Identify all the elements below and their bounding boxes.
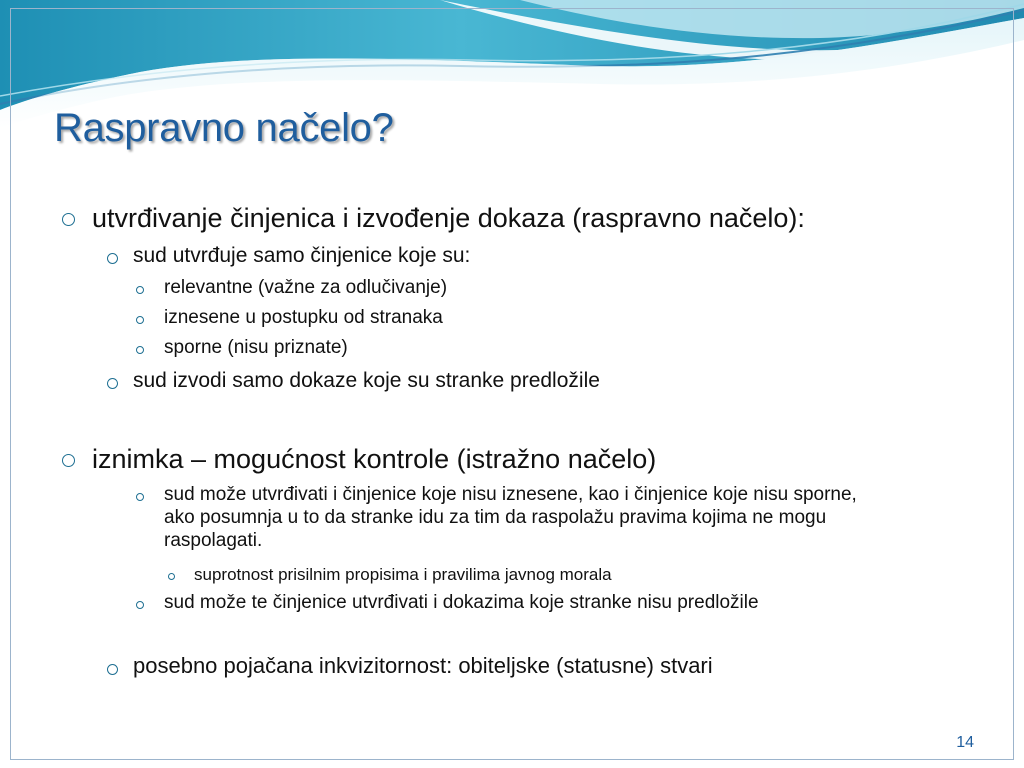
bullet-item-l2 [107, 654, 713, 679]
bullet-item-l3-multiline [136, 484, 857, 552]
bullet-item-l3 [136, 277, 447, 299]
bullet-item-l1 [62, 203, 805, 234]
circle-bullet-icon [136, 316, 144, 324]
bullet-item-l4 [168, 565, 612, 585]
bullet-text: iznesene u postupku od stranaka [164, 307, 443, 328]
bullet-item-l1 [62, 444, 656, 475]
bullet-text: sud utvrđuje samo činjenice koje su: [133, 244, 471, 267]
bullet-item-l3 [136, 337, 348, 359]
slide-title: Raspravno načelo? [54, 106, 394, 150]
bullet-text: sporne (nisu priznate) [164, 337, 348, 358]
circle-bullet-icon [136, 286, 144, 294]
circle-bullet-icon [136, 601, 144, 609]
bullet-text: sud izvodi samo dokaze koje su stranke predložile [133, 369, 600, 392]
bullet-text: posebno pojačana inkvizitornost: obiteljske (statusne) stvari [133, 653, 713, 678]
page-number: 14 [956, 734, 974, 751]
circle-bullet-icon [62, 213, 75, 226]
bullet-text-line-2: ako posumnja u to da stranke idu za tim da raspolažu pravima kojima ne mogu [164, 506, 827, 528]
circle-bullet-icon [168, 573, 175, 580]
circle-bullet-icon [62, 454, 75, 467]
circle-bullet-icon [136, 493, 144, 501]
circle-bullet-icon [107, 253, 118, 264]
bullet-text: utvrđivanje činjenica i izvođenje dokaza (raspravno načelo): [92, 203, 805, 233]
circle-bullet-icon [136, 346, 144, 354]
bullet-item-l3 [136, 592, 759, 614]
bullet-text: relevantne (važne za odlučivanje) [164, 277, 448, 298]
circle-bullet-icon [107, 664, 118, 675]
bullet-text: sud može te činjenice utvrđivati i dokazima koje stranke nisu predložile [164, 592, 759, 613]
bullet-item-l2 [107, 244, 470, 268]
bullet-text-line-3: raspolagati. [164, 529, 263, 551]
bullet-text-line-1: sud može utvrđivati i činjenice koje nisu iznesene, kao i činjenice koje nisu sporne, [164, 484, 857, 505]
bullet-text: iznimka – mogućnost kontrole (istražno načelo) [92, 444, 657, 474]
circle-bullet-icon [107, 378, 118, 389]
bullet-text: suprotnost prisilnim propisima i pravilima javnog morala [194, 565, 612, 584]
bullet-item-l2 [107, 369, 600, 393]
bullet-item-l3 [136, 307, 443, 329]
